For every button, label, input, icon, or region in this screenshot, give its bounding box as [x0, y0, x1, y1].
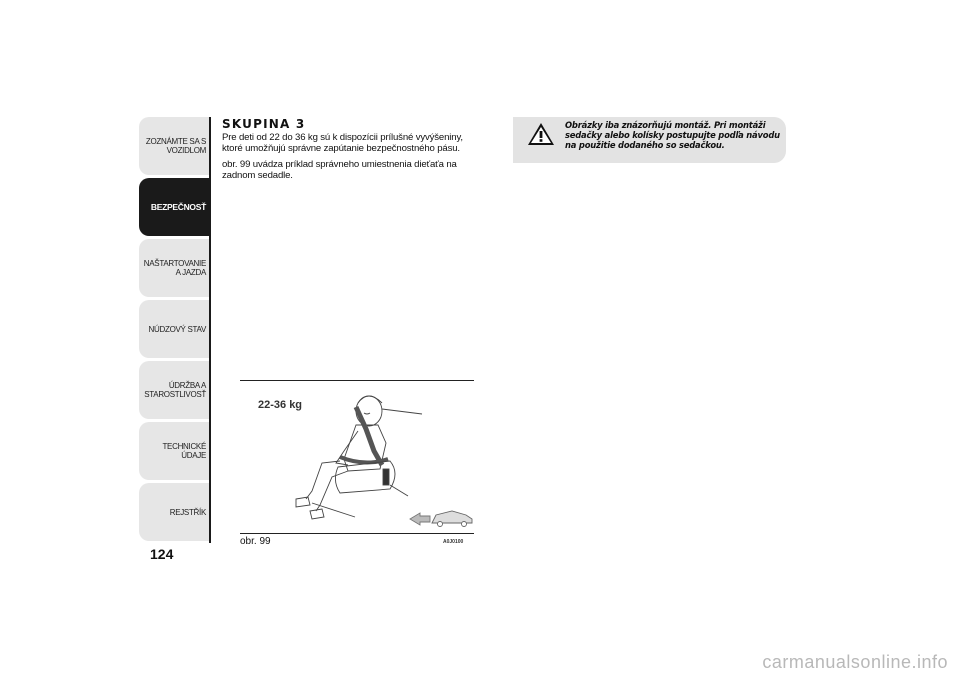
page-number: 124: [150, 546, 174, 562]
tab-nudzovy-stav[interactable]: [139, 300, 210, 358]
section-heading: SKUPINA 3: [222, 117, 306, 131]
sidebar-divider: [209, 117, 211, 543]
figure-child-booster-seat: [240, 380, 474, 534]
tab-label: NAŠTARTOVANIE A JAZDA: [143, 259, 206, 277]
tab-nastartovanie-a-jazda[interactable]: [139, 239, 210, 297]
tab-label: ÚDRŽBA A STAROSTLIVOSŤ: [144, 381, 206, 399]
figure-weight-label: 22-36 kg: [258, 399, 303, 411]
tab-label: REJSTŘÍK: [169, 507, 206, 517]
tab-rejstrik[interactable]: [139, 483, 210, 541]
warning-triangle-icon: [527, 122, 555, 146]
figure-code: A0J0100: [443, 539, 464, 545]
figure-caption: obr. 99: [240, 536, 271, 547]
child-booster-illustration: [240, 381, 474, 533]
tab-udrzba-a-starostlivost[interactable]: [139, 361, 210, 419]
paragraph-figure-reference: obr. 99 uvádza príklad správneho umiestnenia dieťaťa na zadnom sedadle.: [222, 159, 457, 181]
warning-text: Obrázky iba znázorňujú montáž. Pri montáži sedačky alebo kolísky postupujte podľa návodu na použitie dodaného so sedačkou.: [565, 120, 780, 150]
tab-technicke-udaje[interactable]: [139, 422, 210, 480]
warning-box: [513, 117, 786, 163]
tab-label: ZOZNÁMTE SA S VOZIDLOM: [145, 137, 206, 155]
tab-label: TECHNICKÉ ÚDAJE: [162, 442, 206, 460]
paragraph-intro: Pre deti od 22 do 36 kg sú k dispozícii prílušné vyvýšeniny, ktoré umožňujú správne zapútanie bezpečnostného pásu.: [222, 132, 463, 154]
tab-label: BEZPEČNOSŤ: [150, 201, 206, 212]
tab-bezpecnost[interactable]: [139, 178, 210, 236]
tab-zoznamte-sa-s-vozidlom[interactable]: [139, 117, 210, 175]
watermark: carmanualsonline.info: [762, 652, 948, 672]
tab-label: NÚDZOVÝ STAV: [148, 324, 206, 334]
